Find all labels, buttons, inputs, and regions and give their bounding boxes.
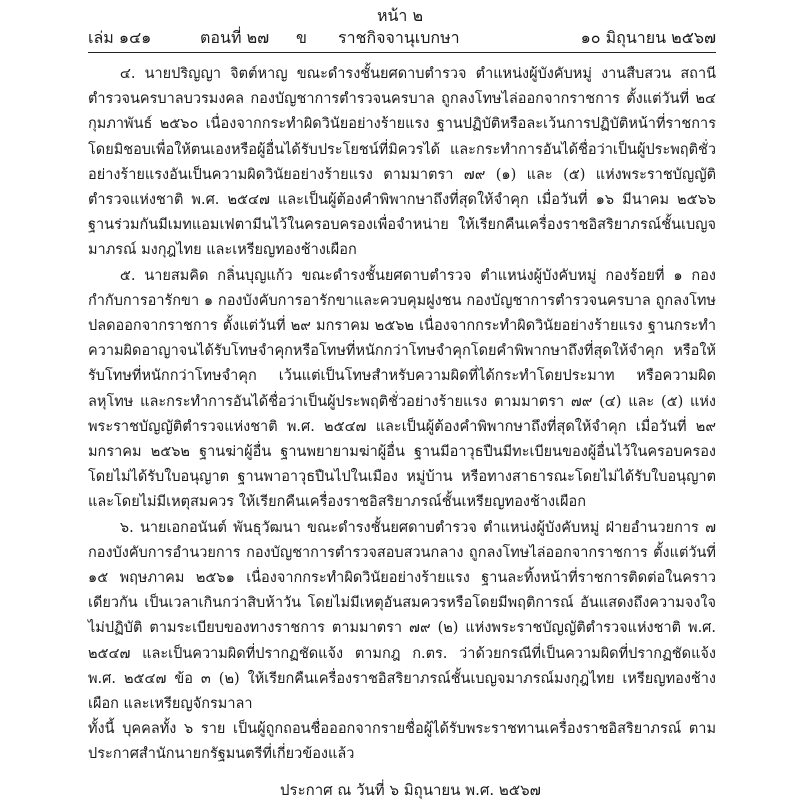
document-body	[88, 62, 716, 768]
header-issue: เล่ม ๑๔๑	[88, 28, 152, 47]
header-section: ตอนที่ ๒๗	[200, 28, 270, 47]
announcement-date: ประกาศ ณ วันที่ ๖ มิถุนายน พ.ศ. ๒๕๖๗	[280, 781, 541, 799]
header-rule	[88, 52, 716, 53]
closing-paragraph: ทั้งนี้ บุคคลทั้ง ๖ ราย เป็นผู้ถูกถอนชื่อออกจากรายชื่อผู้ได้รับพระราชทานเครื่องราชอิสริยาภรณ์ ตามประกาศสำนักนายกรัฐมนตรีที่เกี่ยวข้องแล้ว	[88, 721, 716, 763]
header-part: ข	[296, 28, 307, 47]
paragraph-item-6: ๖. นายเอกอนันต์ พันธุวัฒนา ขณะดำรงชั้นยศดาบตำรวจ ตำแหน่งผู้บังคับหมู่ ฝ่ายอำนวยการ ๗ กองบังคับการอำนวยการ กองบัญชาการตำรวจสอบสวนกลาง ถูกลงโทษไล่ออกจากราชการ ตั้งแต่วันที่ ๑๕ พฤษภาคม ๒๕๖๑ เนื่องจากกระทำผิดวินัยอย่างร้ายแรง ฐานละทิ้งหน้าที่ราชการติดต่อในคราวเดียวกัน เป็นเวลาเกินกว่าสิบห้าวัน โดยไม่มีเหตุอันสมควรหรือโดยมีพฤติการณ์ อันแสดงถึงความจงใจไม่ปฏิบัติ ตามระเบียบของทางราชการ ตามมาตรา ๗๙ (๒) แห่งพระราชบัญญัติตำรวจแห่งชาติ พ.ศ. ๒๕๔๗ และเป็นความผิดที่ปรากฏชัดแจ้ง ตามกฎ ก.ตร. ว่าด้วยกรณีที่เป็นความผิดที่ปรากฏชัดแจ้ง พ.ศ. ๒๕๔๗ ข้อ ๓ (๒) ให้เรียกคืนเครื่องราชอิสริยาภรณ์ชั้นเบญจมาภรณ์มงกุฎไทย เหรียญทองช้างเผือก และเหรียญจักรมาลา	[88, 519, 716, 713]
header-gazette-name: ราชกิจจานุเบกษา	[338, 28, 460, 47]
page-number: หน้า ๒	[376, 6, 424, 25]
header-date: ๑๐ มิถุนายน ๒๕๖๗	[580, 28, 716, 47]
paragraph-item-4: ๔. นายปริญญา จิตต์หาญ ขณะดำรงชั้นยศดาบตำรวจ ตำแหน่งผู้บังคับหมู่ งานสืบสวน สถานีตำรวจนครบาลบวรมงคล กองบัญชาการตำรวจนครบาล ถูกลงโทษไล่ออกจากราชการ ตั้งแต่วันที่ ๒๔ กุมภาพันธ์ ๒๕๖๐ เนื่องจากกระทำผิดวินัยอย่างร้ายแรง ฐานปฏิบัติหรือละเว้นการปฏิบัติหน้าที่ราชการ โดยมิชอบเพื่อให้ตนเองหรือผู้อื่นได้รับประโยชน์ที่มิควรได้ และกระทำการอันได้ชื่อว่าเป็นผู้ประพฤติชั่ว อย่างร้ายแรงอันเป็นความผิดวินัยอย่างร้ายแรง ตามมาตรา ๗๙ (๑) และ (๕) แห่งพระราชบัญญัติ ตำรวจแห่งชาติ พ.ศ. ๒๕๔๗ และเป็นผู้ต้องคำพิพากษาถึงที่สุดให้จำคุก เมื่อวันที่ ๑๖ มีนาคม ๒๕๖๖ ฐานร่วมกันมีเมทแอมเฟตามีนไว้ในครอบครองเพื่อจำหน่าย ให้เรียกคืนเครื่องราชอิสริยาภรณ์ชั้นเบญจมาภรณ์ มงกุฎไทย และเหรียญทองช้างเผือก	[88, 66, 716, 259]
gazette-header	[88, 26, 716, 52]
paragraph-item-5: ๕. นายสมคิด กลิ่นบุญแก้ว ขณะดำรงชั้นยศดาบตำรวจ ตำแหน่งผู้บังคับหมู่ กองร้อยที่ ๑ กองกำกับการอารักขา ๑ กองบังคับการอารักขาและควบคุมฝูงชน กองบัญชาการตำรวจนครบาล ถูกลงโทษปลดออกจากราชการ ตั้งแต่วันที่ ๒๙ มกราคม ๒๕๖๒ เนื่องจากกระทำผิดวินัยอย่างร้ายแรง ฐานกระทำความผิดอาญาจนได้รับโทษจำคุกหรือโทษที่หนักกว่าโทษจำคุกโดยคำพิพากษาถึงที่สุดให้จำคุก หรือให้รับโทษที่หนักกว่าโทษจำคุก เว้นแต่เป็นโทษสำหรับความผิดที่ได้กระทำโดยประมาท หรือความผิด ลหุโทษ และกระทำการอันได้ชื่อว่าเป็นผู้ประพฤติชั่วอย่างร้ายแรง ตามมาตรา ๗๙ (๔) และ (๕) แห่งพระราชบัญญัติตำรวจแห่งชาติ พ.ศ. ๒๕๔๗ และเป็นผู้ต้องคำพิพากษาถึงที่สุดให้จำคุก เมื่อวันที่ ๒๙ มกราคม ๒๕๖๒ ฐานฆ่าผู้อื่น ฐานพยายามฆ่าผู้อื่น ฐานมีอาวุธปืนมีทะเบียนของผู้อื่นไว้ในครอบครอง โดยไม่ได้รับใบอนุญาต ฐานพาอาวุธปืนไปในเมือง หมู่บ้าน หรือทางสาธารณะโดยไม่ได้รับใบอนุญาต และโดยไม่มีเหตุสมควร ให้เรียกคืนเครื่องราชอิสริยาภรณ์ชั้นเหรียญทองช้างเผือก	[88, 267, 716, 511]
